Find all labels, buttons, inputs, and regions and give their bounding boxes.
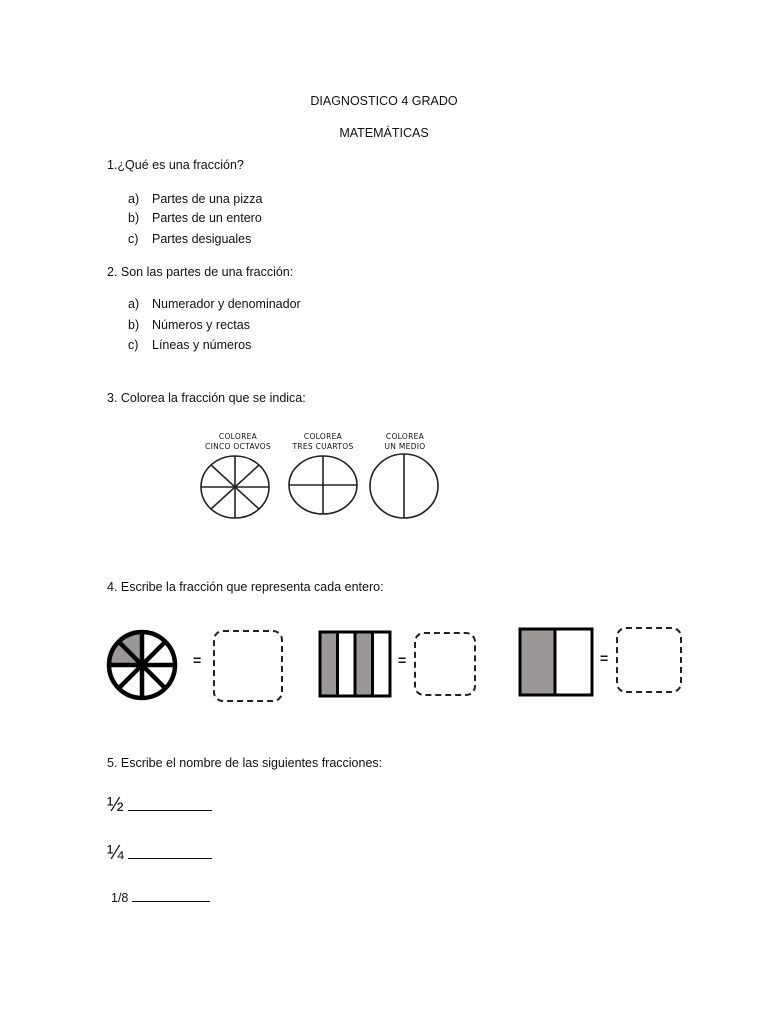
fraction-bars-2-figure	[518, 627, 594, 697]
circle-halves[interactable]	[370, 454, 438, 518]
equals-sign: =	[193, 652, 202, 668]
circle-eighths[interactable]	[201, 456, 269, 518]
q3-circles	[190, 452, 450, 524]
label-line: TRES CUARTOS	[292, 442, 354, 451]
fraction-symbol: 1/8	[111, 891, 129, 905]
equals-sign: =	[600, 650, 609, 666]
q2-option-a	[128, 297, 301, 311]
page-title: DIAGNOSTICO 4 GRADO	[310, 94, 458, 108]
answer-line[interactable]	[128, 857, 212, 859]
option-text: Líneas y números	[152, 338, 252, 352]
q1-option-a	[128, 192, 263, 206]
answer-line[interactable]	[128, 809, 212, 811]
option-text: Partes de una pizza	[152, 192, 263, 206]
option-text: Números y rectas	[152, 318, 250, 332]
fraction-circle-figure	[106, 627, 178, 703]
shaded-bar	[520, 629, 555, 695]
subject-heading: MATEMÁTICAS	[339, 126, 429, 140]
label-line: UN MEDIO	[384, 442, 426, 451]
fraction-symbol: ¼	[107, 842, 124, 864]
shaded-bar	[355, 632, 372, 696]
label-line: COLOREA	[218, 432, 258, 441]
fraction-item-eighth	[111, 891, 210, 905]
option-letter: a)	[128, 297, 140, 311]
circle-label-3	[365, 432, 445, 452]
label-line: COLOREA	[303, 432, 343, 441]
question-4: 4. Escribe la fracción que representa cada entero:	[107, 580, 384, 594]
label-line: COLOREA	[385, 432, 425, 441]
circle-label-1	[198, 432, 278, 452]
answer-line[interactable]	[132, 901, 210, 902]
q1-option-b	[128, 211, 262, 225]
option-letter: c)	[128, 232, 139, 246]
answer-box-3[interactable]	[616, 627, 682, 693]
q2-option-c	[128, 338, 251, 352]
question-5: 5. Escribe el nombre de las siguientes fracciones:	[107, 756, 383, 770]
question-1: 1.¿Qué es una fracción?	[107, 158, 244, 172]
answer-box-1[interactable]	[213, 630, 283, 702]
option-text: Partes desiguales	[152, 232, 252, 246]
option-letter: a)	[128, 192, 140, 206]
option-text: Numerador y denominador	[152, 297, 301, 311]
option-text: Partes de un entero	[152, 211, 262, 225]
question-2: 2. Son las partes de una fracción:	[107, 265, 294, 279]
question-3: 3. Colorea la fracción que se indica:	[107, 391, 306, 405]
fraction-bars-4-figure	[318, 630, 392, 698]
shaded-bar	[320, 632, 337, 696]
q1-option-c	[128, 232, 251, 246]
fraction-item-half	[107, 794, 212, 817]
answer-box-2[interactable]	[414, 632, 476, 696]
option-letter: b)	[128, 318, 140, 332]
option-letter: b)	[128, 211, 140, 225]
q2-option-b	[128, 318, 250, 332]
fraction-symbol: ½	[107, 794, 124, 816]
label-line: CINCO OCTAVOS	[205, 442, 271, 451]
equals-sign: =	[398, 652, 407, 668]
option-letter: c)	[128, 338, 139, 352]
circle-label-2	[283, 432, 363, 452]
circle-quarters[interactable]	[289, 456, 357, 514]
fraction-item-quarter	[107, 842, 212, 865]
